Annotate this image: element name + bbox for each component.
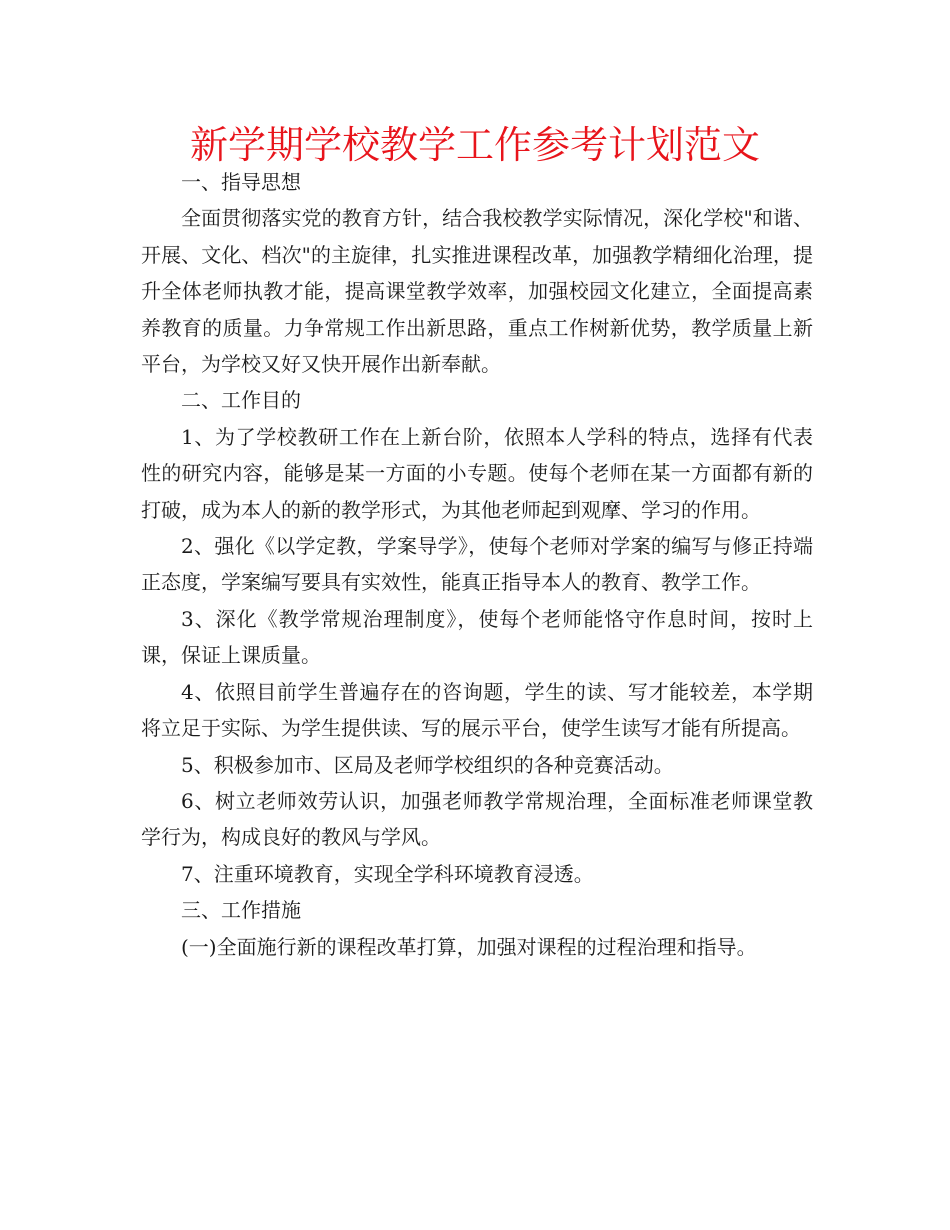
- section-heading-work-goals: 二、工作目的: [181, 388, 301, 413]
- goal-item-7: 7、注重环境教育，实现全学科环境教育浸透。: [181, 861, 594, 886]
- paragraph-guiding-ideology: 全面贯彻落实党的教育方针，结合我校教学实际情况，深化学校"和谐、开展、文化、档次"的主旋律，扎实推进课程改革，加强教学精细化治理，提升全体老师执教才能，提高课堂教学效率，加强校园文化建立，全面提高素养教育的质量。力争常规工作出新思路，重点工作树新优势，教学质量上新平台，为学校又好又快开展作出新奉献。: [141, 206, 813, 377]
- document-title: 新学期学校教学工作参考计划范文: [189, 123, 760, 167]
- section-heading-work-measures: 三、工作措施: [181, 898, 301, 923]
- document-body: [141, 164, 813, 965]
- goal-item-3: 3、深化《教学常规治理制度》，使每个老师能恪守作息时间，按时上课，保证上课质量。: [141, 606, 813, 668]
- goal-item-4: 4、依照目前学生普遍存在的咨询题，学生的读、写才能较差，本学期将立足于实际、为学生提供读、写的展示平台，使学生读写才能有所提高。: [141, 679, 813, 741]
- goal-item-2: 2、强化《以学定教，学案导学》，使每个老师对学案的编写与修正持端正态度，学案编写要具有实效性，能真正指导本人的教育、教学工作。: [141, 534, 813, 595]
- goal-item-5: 5、积极参加市、区局及老师学校组织的各种竞赛活动。: [181, 752, 674, 777]
- goal-item-6: 6、树立老师效劳认识，加强老师教学常规治理，全面标准老师课堂教学行为，构成良好的教风与学风。: [141, 788, 813, 850]
- measure-item-1: (一)全面施行新的课程改革打算，加强对课程的过程治理和指导。: [181, 934, 757, 959]
- section-heading-guiding-ideology: 一、指导思想: [181, 170, 301, 194]
- goal-item-1: 1、为了学校教研工作在上新台阶，依照本人学科的特点，选择有代表性的研究内容，能够是某一方面的小专题。使每个老师在某一方面都有新的打破，成为本人的新的教学形式，为其他老师起到观摩、学习的作用。: [141, 424, 813, 522]
